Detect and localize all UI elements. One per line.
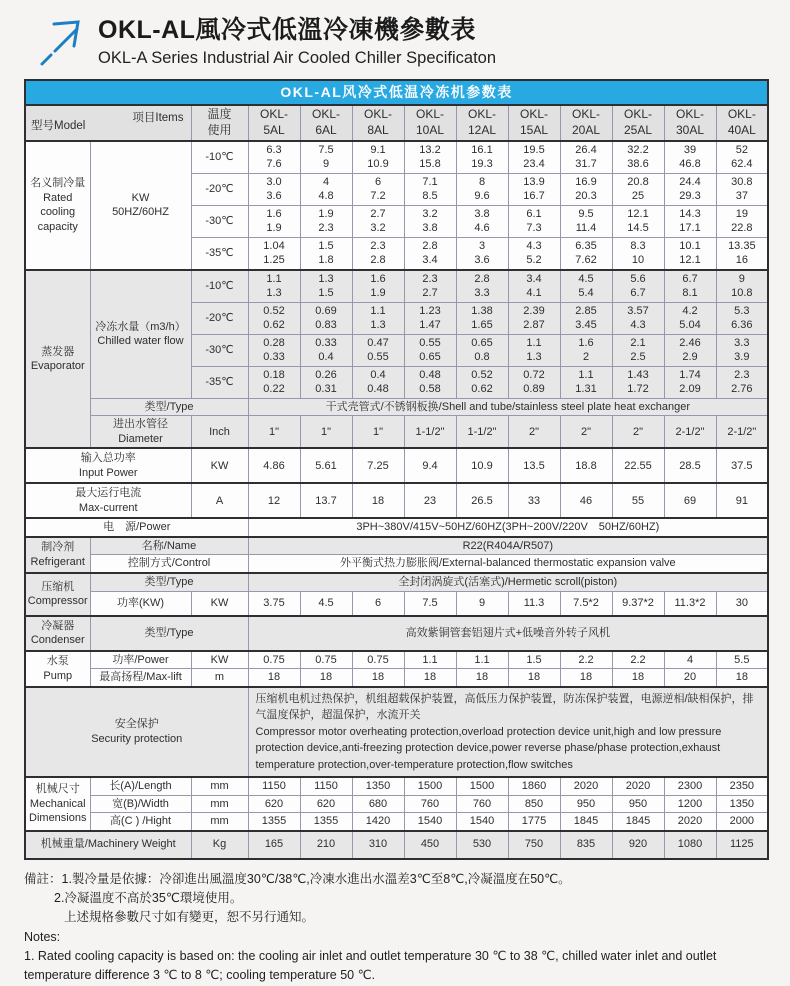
table-cell: 1.6 2	[560, 334, 612, 366]
table-cell: 0.48 0.58	[404, 366, 456, 398]
table-cell: 1.1	[404, 651, 456, 669]
power-supply-label: 电 源/Power	[25, 518, 248, 537]
table-cell: 3 3.6	[456, 237, 508, 270]
model-header-label: 型号Model	[31, 120, 86, 133]
table-cell: 530	[456, 831, 508, 859]
table-cell: 1350	[352, 777, 404, 795]
table-row	[25, 687, 768, 778]
table-cell: 7.5	[404, 591, 456, 616]
mechanical-dimensions-label: 机械尺寸 Mechanical Dimensions	[25, 777, 90, 831]
table-cell: 2.46 2.9	[664, 334, 716, 366]
table-cell: 3.3 3.9	[716, 334, 768, 366]
table-cell: 9.5 11.4	[560, 205, 612, 237]
model-okl-5al: OKL- 5AL	[248, 105, 300, 141]
table-cell: 18	[716, 669, 768, 687]
table-cell: 2020	[560, 777, 612, 795]
table-cell: 1500	[456, 777, 508, 795]
table-cell: 1.6 1.9	[248, 205, 300, 237]
height-label: 高(C ) /Hight	[90, 813, 191, 831]
table-cell: 5.6 6.7	[612, 270, 664, 303]
table-row	[25, 141, 768, 174]
table-cell: 4.86	[248, 448, 300, 483]
table-row	[25, 105, 768, 141]
height-unit: mm	[191, 813, 248, 831]
table-cell: 18	[352, 669, 404, 687]
table-cell: 3.2 3.8	[404, 205, 456, 237]
table-cell: 4.5 5.4	[560, 270, 612, 303]
table-cell: 2020	[664, 813, 716, 831]
page-title: OKL-AL風冷式低溫冷凍機參數表	[98, 16, 476, 44]
table-row	[25, 795, 768, 813]
table-cell: 2.2	[612, 651, 664, 669]
model-okl-12al: OKL- 12AL	[456, 105, 508, 141]
table-cell: 13.2 15.8	[404, 141, 456, 174]
table-cell: 22.55	[612, 448, 664, 483]
table-cell: 26.4 31.7	[560, 141, 612, 174]
table-cell: 23	[404, 483, 456, 518]
table-cell: 3.75	[248, 591, 300, 616]
input-power-unit: KW	[191, 448, 248, 483]
table-cell: 9.37*2	[612, 591, 664, 616]
spec-table-wrap	[24, 79, 767, 860]
table-cell: 950	[560, 795, 612, 813]
table-cell: 18	[456, 669, 508, 687]
table-cell: 0.26 0.31	[300, 366, 352, 398]
compressor-type-value: 全封闭涡旋式(活塞式)/Hermetic scroll(piston)	[248, 573, 768, 591]
table-row	[25, 573, 768, 591]
security-protection-label: 安全保护 Security protection	[25, 687, 248, 778]
table-cell: 19 22.8	[716, 205, 768, 237]
table-cell: 2300	[664, 777, 716, 795]
table-cell: 9	[456, 591, 508, 616]
table-cell: 12.1 14.5	[612, 205, 664, 237]
page-subtitle: OKL-A Series Industrial Air Cooled Chiller Specificaton	[98, 49, 497, 67]
table-cell: 620	[248, 795, 300, 813]
table-cell: 1125	[716, 831, 768, 859]
table-cell: 1.3 1.5	[300, 270, 352, 303]
table-cell: 1540	[404, 813, 456, 831]
width-unit: mm	[191, 795, 248, 813]
compressor-power-unit: KW	[191, 591, 248, 616]
table-cell: 30	[716, 591, 768, 616]
evaporator-label: 蒸发器 Evaporator	[25, 270, 90, 449]
table-cell: 13.5	[508, 448, 560, 483]
table-cell: 30.8 37	[716, 173, 768, 205]
model-okl-8al: OKL- 8AL	[352, 105, 404, 141]
table-cell: 0.65 0.8	[456, 334, 508, 366]
table-cell: 750	[508, 831, 560, 859]
table-cell: 5.3 6.36	[716, 302, 768, 334]
table-cell: 0.52 0.62	[456, 366, 508, 398]
table-cell: 18	[404, 669, 456, 687]
table-cell: 1420	[352, 813, 404, 831]
table-cell: 2-1/2"	[664, 416, 716, 449]
table-cell: 18	[300, 669, 352, 687]
table-row	[25, 616, 768, 651]
table-row	[25, 270, 768, 303]
table-cell: 33	[508, 483, 560, 518]
table-cell: 4 4.8	[300, 173, 352, 205]
temp-row-label: -30℃	[191, 334, 248, 366]
table-cell: 28.5	[664, 448, 716, 483]
table-cell: 1.04 1.25	[248, 237, 300, 270]
table-cell: 16.9 20.3	[560, 173, 612, 205]
table-cell: 2"	[508, 416, 560, 449]
table-cell: 20.8 25	[612, 173, 664, 205]
width-label: 宽(B)/Width	[90, 795, 191, 813]
refrigerant-control-label: 控制方式/Control	[90, 555, 248, 573]
table-cell: 850	[508, 795, 560, 813]
refrigerant-name-label: 名称/Name	[90, 537, 248, 555]
table-cell: 3.0 3.6	[248, 173, 300, 205]
table-cell: 835	[560, 831, 612, 859]
arrow-up-right-icon	[34, 14, 86, 70]
table-cell: 2-1/2"	[716, 416, 768, 449]
pump-maxlift-label: 最高扬程/Max-lift	[90, 669, 191, 687]
table-cell: 18	[508, 669, 560, 687]
table-cell: 0.72 0.89	[508, 366, 560, 398]
table-cell: 450	[404, 831, 456, 859]
table-cell: 165	[248, 831, 300, 859]
temp-row-label: -35℃	[191, 237, 248, 270]
table-cell: 0.69 0.83	[300, 302, 352, 334]
table-cell: 32.2 38.6	[612, 141, 664, 174]
pump-power-unit: KW	[191, 651, 248, 669]
temp-row-label: -10℃	[191, 270, 248, 303]
table-cell: 2350	[716, 777, 768, 795]
table-row	[25, 777, 768, 795]
diameter-label: 进出水管径 Diameter	[90, 416, 191, 449]
table-cell: 26.5	[456, 483, 508, 518]
table-row	[25, 483, 768, 518]
table-cell: 13.7	[300, 483, 352, 518]
table-cell: 1845	[612, 813, 664, 831]
model-okl-30al: OKL- 30AL	[664, 105, 716, 141]
table-cell: 1"	[248, 416, 300, 449]
table-cell: 4.5	[300, 591, 352, 616]
table-cell: 3.4 4.1	[508, 270, 560, 303]
temp-row-label: -35℃	[191, 366, 248, 398]
table-cell: 1080	[664, 831, 716, 859]
table-title: OKL-AL风冷式低温冷冻机参数表	[25, 80, 768, 105]
compressor-label: 压缩机 Compressor	[25, 573, 90, 616]
table-row	[25, 537, 768, 555]
table-cell: 1355	[248, 813, 300, 831]
items-header-label: 项目Items	[132, 112, 184, 124]
temp-row-label: -10℃	[191, 141, 248, 174]
table-cell: 7.1 8.5	[404, 173, 456, 205]
table-cell: 2"	[612, 416, 664, 449]
rated-unit-label: KW 50HZ/60HZ	[90, 141, 191, 270]
table-cell: 0.33 0.4	[300, 334, 352, 366]
table-cell: 24.4 29.3	[664, 173, 716, 205]
notes	[24, 870, 766, 986]
evaporator-type-value: 干式壳管式/不锈钢板换/Shell and tube/stainless steel plate heat exchanger	[248, 398, 768, 416]
table-cell: 760	[456, 795, 508, 813]
table-cell: 8 9.6	[456, 173, 508, 205]
table-cell: 0.28 0.33	[248, 334, 300, 366]
table-cell: 0.75	[248, 651, 300, 669]
table-cell: 3.8 4.6	[456, 205, 508, 237]
table-cell: 0.47 0.55	[352, 334, 404, 366]
model-okl-40al: OKL- 40AL	[716, 105, 768, 141]
table-cell: 10.9	[456, 448, 508, 483]
table-cell: 18.8	[560, 448, 612, 483]
table-cell: 91	[716, 483, 768, 518]
table-cell: 1.6 1.9	[352, 270, 404, 303]
table-cell: 5.5	[716, 651, 768, 669]
temp-row-label: -20℃	[191, 173, 248, 205]
table-cell: 310	[352, 831, 404, 859]
table-cell: 1200	[664, 795, 716, 813]
table-cell: 1.43 1.72	[612, 366, 664, 398]
table-cell: 950	[612, 795, 664, 813]
table-cell: 1350	[716, 795, 768, 813]
table-cell: 1355	[300, 813, 352, 831]
table-cell: 6 7.2	[352, 173, 404, 205]
table-cell: 6.35 7.62	[560, 237, 612, 270]
pump-power-label: 功率/Power	[90, 651, 191, 669]
table-cell: 8.3 10	[612, 237, 664, 270]
pump-label: 水泵 Pump	[25, 651, 90, 687]
table-cell: 760	[404, 795, 456, 813]
table-cell: 18	[560, 669, 612, 687]
table-row	[25, 398, 768, 416]
temp-row-label: -20℃	[191, 302, 248, 334]
table-cell: 1150	[300, 777, 352, 795]
table-cell: 1-1/2"	[404, 416, 456, 449]
table-cell: 0.75	[300, 651, 352, 669]
table-cell: 1-1/2"	[456, 416, 508, 449]
table-cell: 1"	[300, 416, 352, 449]
table-cell: 680	[352, 795, 404, 813]
temp-use-header: 温度 使用	[191, 105, 248, 141]
table-cell: 210	[300, 831, 352, 859]
table-cell: 1.1 1.3	[248, 270, 300, 303]
table-cell: 55	[612, 483, 664, 518]
table-cell: 0.4 0.48	[352, 366, 404, 398]
table-cell: 1860	[508, 777, 560, 795]
table-cell: 1.1 1.3	[352, 302, 404, 334]
page-header	[0, 0, 790, 70]
table-cell: 11.3	[508, 591, 560, 616]
table-cell: 6.7 8.1	[664, 270, 716, 303]
table-cell: 2.39 2.87	[508, 302, 560, 334]
table-row	[25, 416, 768, 449]
table-row	[25, 555, 768, 573]
chilled-water-flow-label: 冷冻水量（m3/h） Chilled water flow	[90, 270, 191, 399]
temp-row-label: -30℃	[191, 205, 248, 237]
table-cell: 1.23 1.47	[404, 302, 456, 334]
model-okl-15al: OKL- 15AL	[508, 105, 560, 141]
table-cell: 4.2 5.04	[664, 302, 716, 334]
table-cell: 13.9 16.7	[508, 173, 560, 205]
rated-cooling-capacity-label: 名义制冷量 Rated cooling capacity	[25, 141, 90, 270]
security-protection-text: 压缩机电机过热保护，机组超载保护装置，高低压力保护装置，防冻保护装置，电源逆相/缺相保护，排气温度保护，超温保护，水流开关 Compressor motor overheating protection,overload protection device unit,high and low pressure protection device,anti-freezing protection device,power reverse phase/phase protection,exhaust temperature protection,over-temperature protection,flow switches	[248, 687, 768, 778]
table-cell: 620	[300, 795, 352, 813]
note-line: Notes:	[24, 929, 61, 944]
table-cell: 9 10.8	[716, 270, 768, 303]
table-row	[25, 518, 768, 537]
table-cell: 52 62.4	[716, 141, 768, 174]
table-cell: 2.7 3.2	[352, 205, 404, 237]
table-cell: 1.1	[456, 651, 508, 669]
note-line: 1. Rated cooling capacity is based on: the cooling air inlet and outlet temperature 30 ℃ to 38 ℃, chilled water inlet and outlet temperature difference 3 ℃ to 8 ℃; cooling temperature 50 ℃.	[24, 949, 717, 983]
table-cell: 12	[248, 483, 300, 518]
table-cell: 2"	[560, 416, 612, 449]
table-cell: 0.18 0.22	[248, 366, 300, 398]
length-label: 长(A)/Length	[90, 777, 191, 795]
table-row	[25, 651, 768, 669]
note-line: 上述規格參數尺寸如有變更，恕不另行通知。	[64, 910, 315, 925]
table-cell: 2.2	[560, 651, 612, 669]
table-cell: 1150	[248, 777, 300, 795]
table-row	[25, 591, 768, 616]
table-cell: 2.8 3.3	[456, 270, 508, 303]
note-line: 2.冷凝溫度不高於35℃環境使用。	[54, 890, 243, 905]
table-row	[25, 669, 768, 687]
table-cell: 11.3*2	[664, 591, 716, 616]
model-okl-25al: OKL- 25AL	[612, 105, 664, 141]
table-cell: 2.8 3.4	[404, 237, 456, 270]
table-cell: 1540	[456, 813, 508, 831]
condenser-label: 冷凝器 Condenser	[25, 616, 90, 651]
corner-model-items	[25, 105, 191, 141]
refrigerant-control-value: 外平衡式热力膨胀阀/External-balanced thermostatic expansion valve	[248, 555, 768, 573]
table-cell: 2.1 2.5	[612, 334, 664, 366]
power-supply-value: 3PH~380V/415V~50HZ/60HZ(3PH~200V/220V 50HZ/60HZ)	[248, 518, 768, 537]
refrigerant-name-value: R22(R404A/R507)	[248, 537, 768, 555]
table-cell: 69	[664, 483, 716, 518]
max-current-label: 最大运行电流 Max-current	[25, 483, 191, 518]
model-okl-20al: OKL- 20AL	[560, 105, 612, 141]
table-cell: 4.3 5.2	[508, 237, 560, 270]
table-cell: 1775	[508, 813, 560, 831]
diameter-unit: Inch	[191, 416, 248, 449]
table-row	[25, 80, 768, 105]
table-cell: 19.5 23.4	[508, 141, 560, 174]
table-cell: 3.57 4.3	[612, 302, 664, 334]
table-cell: 1.9 2.3	[300, 205, 352, 237]
table-cell: 46	[560, 483, 612, 518]
table-cell: 4	[664, 651, 716, 669]
table-cell: 2.3 2.8	[352, 237, 404, 270]
pump-maxlift-unit: m	[191, 669, 248, 687]
table-cell: 6.3 7.6	[248, 141, 300, 174]
refrigerant-label: 制冷剂 Refrigerant	[25, 537, 90, 573]
table-cell: 2.85 3.45	[560, 302, 612, 334]
page-titles	[98, 10, 496, 68]
spec-table	[24, 79, 769, 860]
model-okl-6al: OKL- 6AL	[300, 105, 352, 141]
table-cell: 2000	[716, 813, 768, 831]
table-cell: 2020	[612, 777, 664, 795]
table-cell: 1.38 1.65	[456, 302, 508, 334]
table-row	[25, 448, 768, 483]
table-cell: 18	[248, 669, 300, 687]
table-cell: 1.1 1.3	[508, 334, 560, 366]
table-cell: 0.75	[352, 651, 404, 669]
condenser-type-label: 类型/Type	[90, 616, 248, 651]
input-power-label: 输入总功率 Input Power	[25, 448, 191, 483]
table-cell: 37.5	[716, 448, 768, 483]
condenser-type-value: 高效紫铜管套铝翅片式+低噪音外转子风机	[248, 616, 768, 651]
table-cell: 2.3 2.76	[716, 366, 768, 398]
max-current-unit: A	[191, 483, 248, 518]
table-row	[25, 831, 768, 859]
table-cell: 1.74 2.09	[664, 366, 716, 398]
table-cell: 0.55 0.65	[404, 334, 456, 366]
table-cell: 18	[352, 483, 404, 518]
table-cell: 1.5	[508, 651, 560, 669]
length-unit: mm	[191, 777, 248, 795]
table-cell: 1.5 1.8	[300, 237, 352, 270]
table-row	[25, 813, 768, 831]
compressor-power-label: 功率(KW)	[90, 591, 191, 616]
table-cell: 1845	[560, 813, 612, 831]
table-cell: 920	[612, 831, 664, 859]
table-cell: 1500	[404, 777, 456, 795]
table-cell: 10.1 12.1	[664, 237, 716, 270]
table-cell: 7.5*2	[560, 591, 612, 616]
table-cell: 0.52 0.62	[248, 302, 300, 334]
compressor-type-label: 类型/Type	[90, 573, 248, 591]
table-cell: 1.1 1.31	[560, 366, 612, 398]
table-cell: 9.1 10.9	[352, 141, 404, 174]
table-cell: 14.3 17.1	[664, 205, 716, 237]
evaporator-type-label: 类型/Type	[90, 398, 248, 416]
table-cell: 6.1 7.3	[508, 205, 560, 237]
machinery-weight-label: 机械重量/Machinery Weight	[25, 831, 191, 859]
table-cell: 9.4	[404, 448, 456, 483]
table-cell: 7.25	[352, 448, 404, 483]
table-cell: 7.5 9	[300, 141, 352, 174]
table-cell: 39 46.8	[664, 141, 716, 174]
note-line: 備註：1.製冷量是依據：冷卻進出風溫度30℃/38℃,冷凍水進出水溫差3℃至8℃,冷凝溫度在50℃。	[24, 871, 571, 886]
model-okl-10al: OKL- 10AL	[404, 105, 456, 141]
table-cell: 18	[612, 669, 664, 687]
table-cell: 13.35 16	[716, 237, 768, 270]
table-cell: 16.1 19.3	[456, 141, 508, 174]
table-cell: 5.61	[300, 448, 352, 483]
machinery-weight-unit: Kg	[191, 831, 248, 859]
table-cell: 20	[664, 669, 716, 687]
table-cell: 2.3 2.7	[404, 270, 456, 303]
table-cell: 6	[352, 591, 404, 616]
table-cell: 1"	[352, 416, 404, 449]
